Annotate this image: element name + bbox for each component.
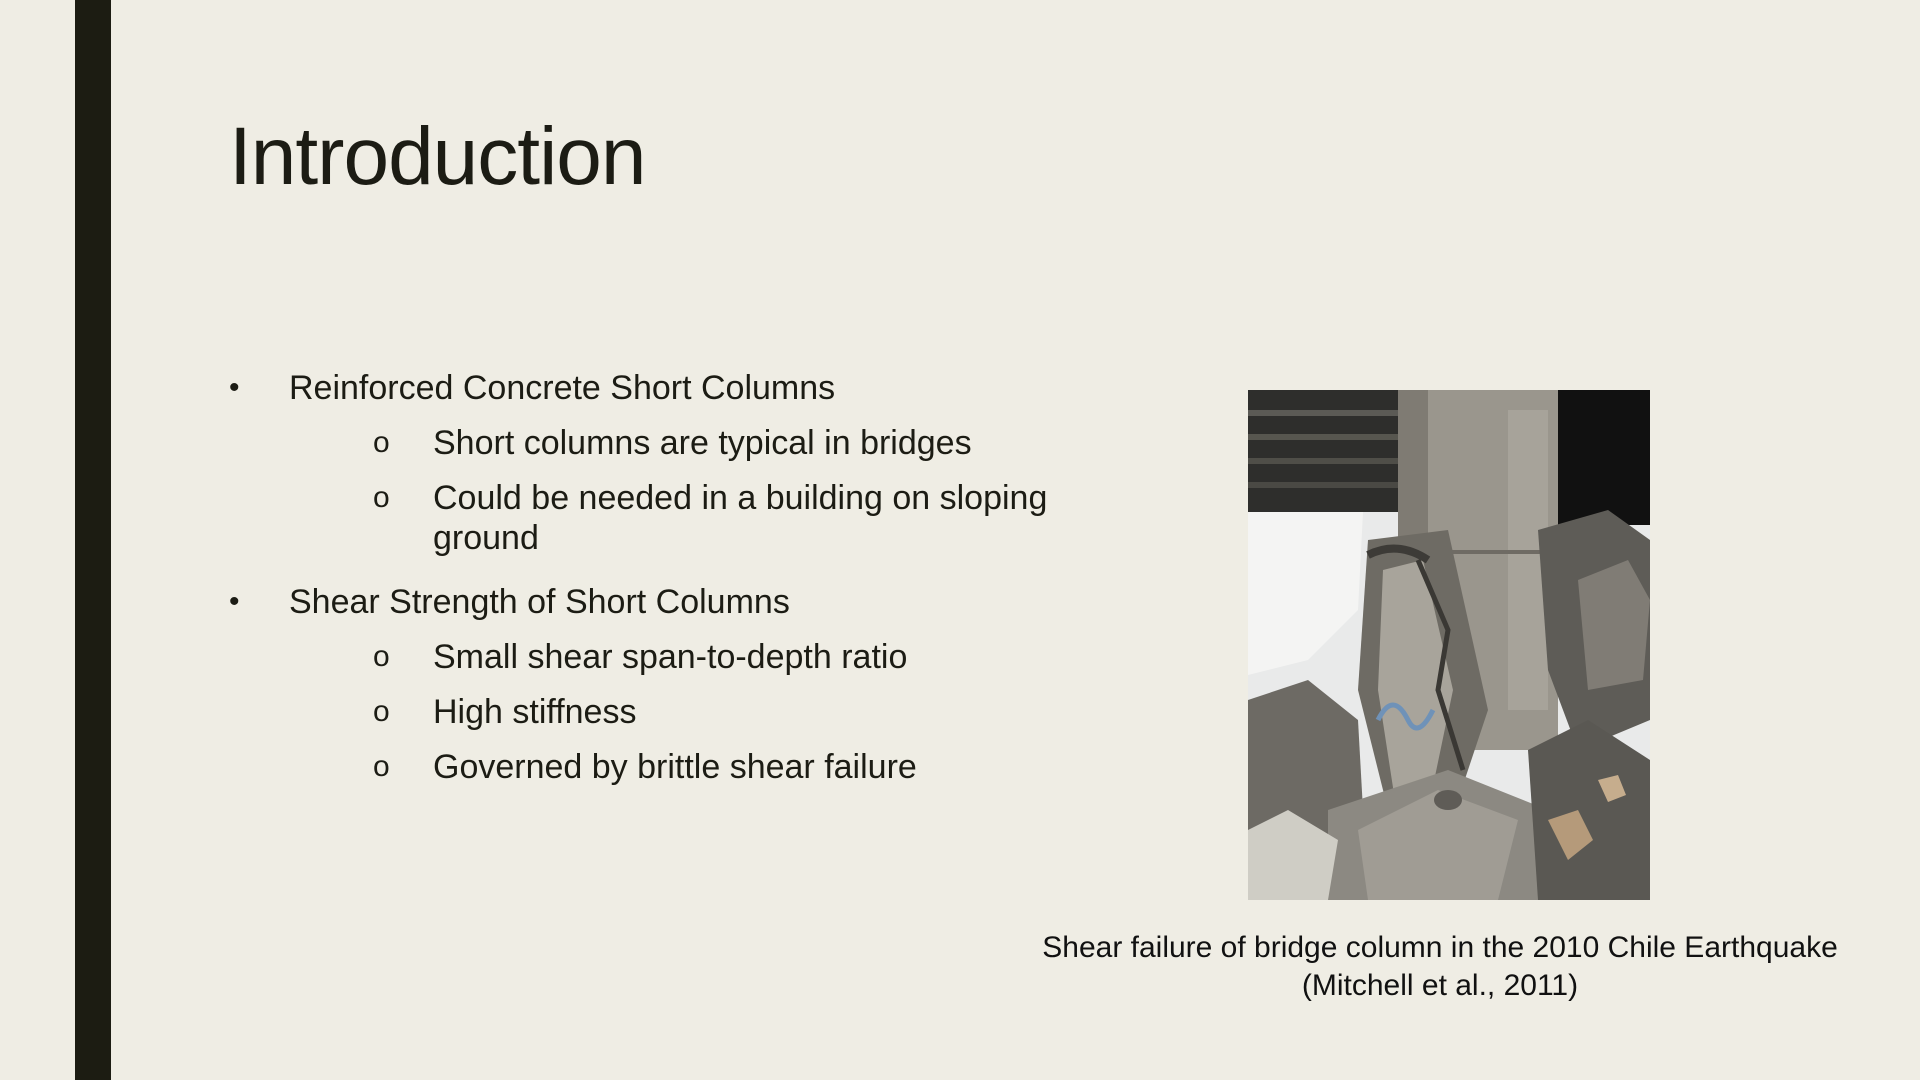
sub-bullet-item: [289, 747, 1049, 787]
sub-bullet-list: [289, 423, 1049, 558]
bullet-dot-icon: •: [229, 585, 240, 618]
sub-bullet-text: Short columns are typical in bridges: [433, 424, 972, 462]
bullet-text: Reinforced Concrete Short Columns: [289, 369, 836, 407]
sub-bullet-item: [289, 423, 1049, 463]
sub-bullet-item: [289, 637, 1049, 677]
caption-line: Shear failure of bridge column in the 2010 Chile Earthquake: [1042, 931, 1838, 964]
figure-caption: [1010, 929, 1870, 1005]
circle-bullet-icon: o: [373, 640, 390, 673]
sub-bullet-item: [289, 478, 1049, 558]
accent-bar: [75, 0, 111, 1080]
circle-bullet-icon: o: [373, 481, 390, 514]
circle-bullet-icon: o: [373, 750, 390, 783]
slide-title: Introduction: [229, 111, 646, 202]
caption-citation: (Mitchell et al., 2011): [1301, 969, 1579, 1002]
sub-bullet-item: [289, 692, 1049, 732]
bullet-text: Shear Strength of Short Columns: [289, 583, 790, 621]
bullet-list: [229, 368, 1049, 787]
circle-bullet-icon: o: [373, 695, 390, 728]
sub-bullet-text: High stiffness: [433, 693, 637, 731]
sub-bullet-list: [289, 637, 1049, 787]
bullet-dot-icon: •: [229, 371, 240, 404]
sub-bullet-text: Governed by brittle shear failure: [433, 748, 917, 786]
bullet-item-shear-strength: [229, 582, 1049, 787]
bullet-item-short-columns: [229, 368, 1049, 558]
sub-bullet-text: Could be needed in a building on sloping ground: [433, 479, 1048, 557]
circle-bullet-icon: o: [373, 426, 390, 459]
sub-bullet-text: Small shear span-to-depth ratio: [433, 638, 908, 676]
bridge-column-photo: [1248, 390, 1650, 900]
